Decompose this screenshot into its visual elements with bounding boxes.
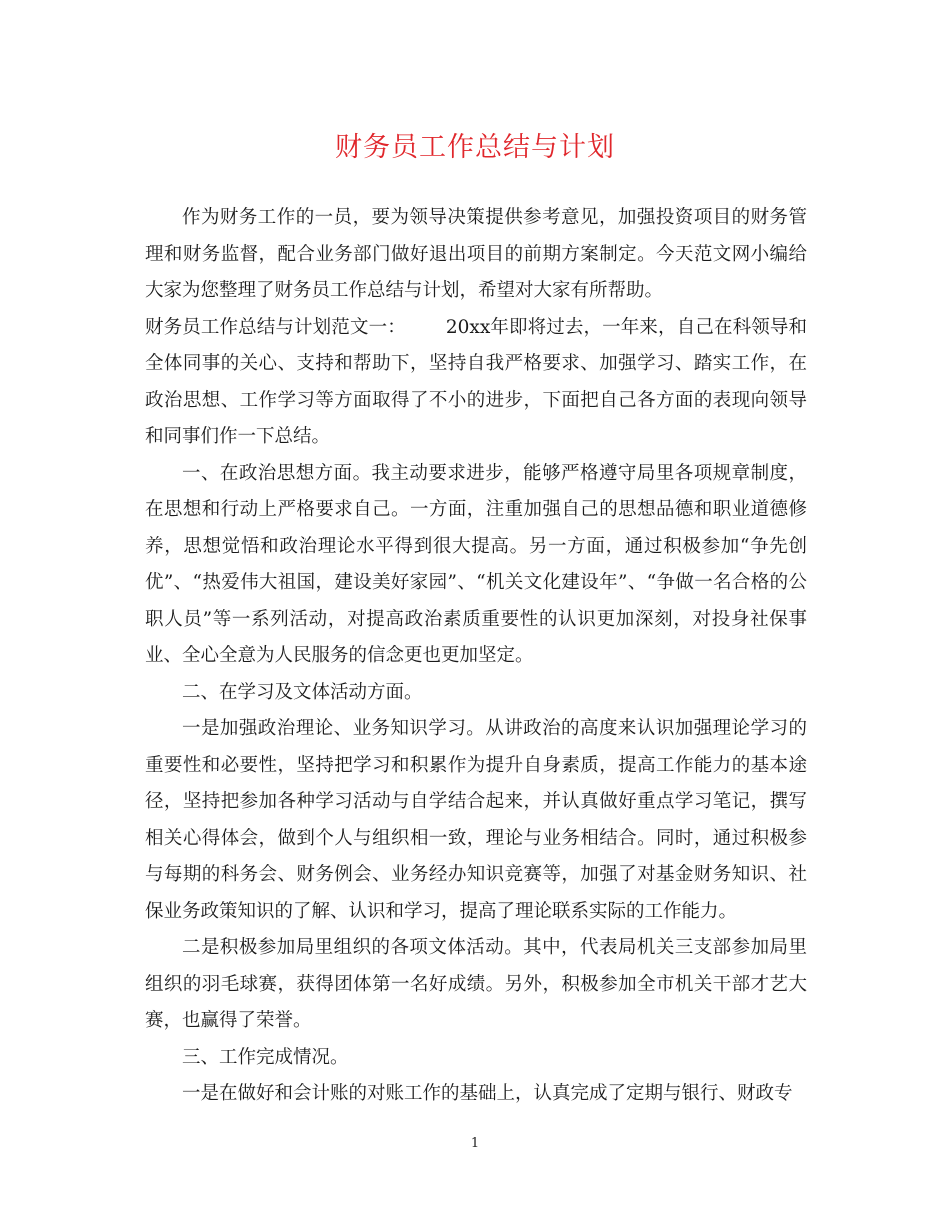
sample-opening: 20xx年即将过去，一年来，自己在科领导和全体同事的关心、支持和帮助下，坚持自我严格要求、加强学习、踏实工作，在政治思想、工作学习等方面取得了不小的进步，下面把自己各方面的表现向领导和同事们作一下总结。 [145,316,807,447]
sample-heading: 财务员工作总结与计划范文一： [145,316,406,338]
section-study-heading: 二、在学习及文体活动方面。 [182,681,423,703]
intro-paragraph: 作为财务工作的一员，要为领导决策提供参考意见，加强投资项目的财务管理和财务监督，配合业务部门做好退出项目的前期方案制定。今天范文网小编给大家为您整理了财务员工作总结与计划，希望对大家有所帮助。 [145,207,807,301]
sample-heading-paragraph [145,310,807,456]
study-item-1-paragraph: 一是加强政治理论、业务知识学习。从讲政治的高度来认识加强理论学习的重要性和必要性，坚持把学习和积累作为提升自身素质，提高工作能力的基本途径，坚持把参加各种学习活动与自学结合起来，并认真做好重点学习笔记，撰写相关心得体会，做到个人与组织相一致，理论与业务相结合。同时，通过积极参与每期的科务会、财务例会、业务经办知识竞赛等，加强了对基金财务知识、社保业务政策知识的了解、认识和学习，提高了理论联系实际的工作能力。 [145,718,807,922]
section-politics-paragraph: 一、在政治思想方面。我主动要求进步，能够严格遵守局里各项规章制度，在思想和行动上严格要求自己。一方面，注重加强自己的思想品德和职业道德修养，思想觉悟和政治理论水平得到很大提高。另一方面，通过积极参加“争先创优”、“热爱伟大祖国，建设美好家园”、“机关文化建设年”、“争做一名合格的公职人员”等一系列活动，对提高政治素质重要性的认识更加深刻，对投身社保事业、全心全意为人民服务的信念更也更加坚定。 [145,462,807,666]
section-work-heading: 三、工作完成情况。 [182,1046,349,1068]
document-body [145,200,807,1113]
page-number: 1 [470,1136,480,1151]
study-item-2-paragraph: 二是积极参加局里组织的各项文体活动。其中，代表局机关三支部参加局里组织的羽毛球赛，获得团体第一名好成绩。另外，积极参加全市机关干部才艺大赛，也赢得了荣誉。 [145,937,807,1031]
document-title: 财务员工作总结与计划 [335,132,615,163]
work-item-1-paragraph: 一是在做好和会计账的对账工作的基础上，认真完成了定期与银行、财政专 [182,1083,793,1104]
